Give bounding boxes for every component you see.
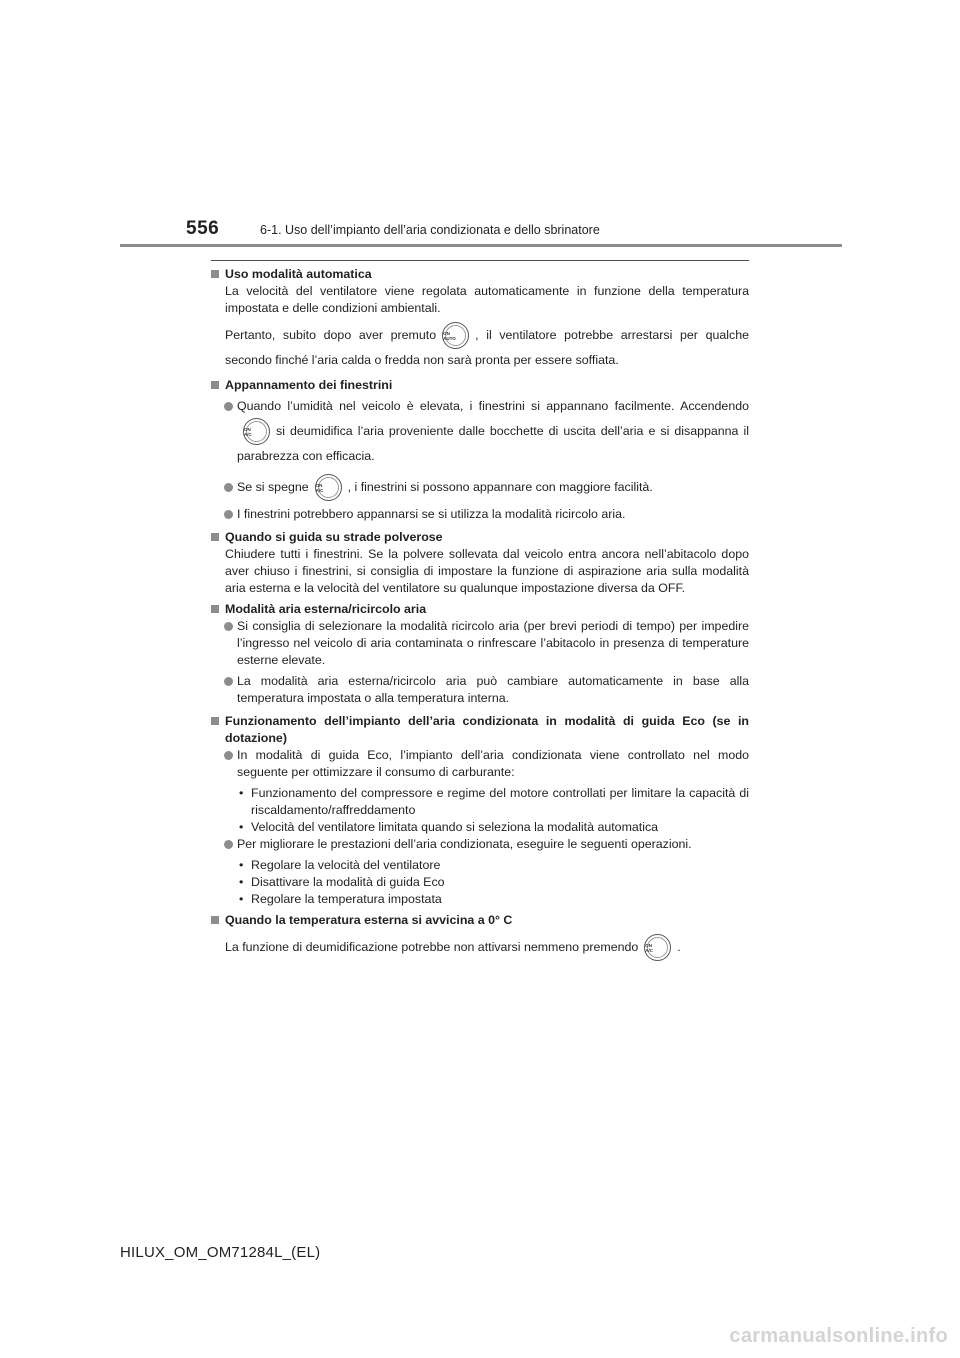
ac-button-icon: [243, 418, 270, 445]
bullet-item: [211, 836, 749, 853]
section-heading: [211, 713, 749, 747]
heading-text: Funzionamento dell’impianto dell’aria condizionata in modalità di guida Eco (se in dotazione): [225, 714, 749, 745]
text: Se si spegne: [237, 480, 309, 494]
section-heading: [211, 377, 749, 394]
icon-label: ON: [645, 943, 653, 949]
heading-text: Modalità aria esterna/ricircolo aria: [225, 602, 427, 616]
icon-label: ON: [443, 331, 450, 337]
icon-label: AUTO: [443, 336, 456, 342]
header-rule: [120, 244, 842, 247]
heading-text: Appannamento dei finestrini: [225, 378, 393, 392]
heading-text: Quando la temperatura esterna si avvicina a 0° C: [225, 913, 513, 927]
sub-list-item: [211, 819, 749, 836]
text: Quando l’umidità nel veicolo è elevata, i finestrini si appannano facilmente. Accendendo: [237, 399, 749, 413]
square-bullet-icon: [211, 605, 219, 613]
text: Pertanto, subito dopo aver premuto: [225, 328, 437, 342]
text: I finestrini potrebbero appannarsi se si utilizza la modalità ricircolo aria.: [237, 507, 626, 521]
circle-bullet-icon: [224, 622, 233, 631]
section-rule: [211, 260, 749, 261]
text: Regolare la temperatura impostata: [251, 892, 442, 906]
text: La funzione di deumidificazione potrebbe non attivarsi nemmeno premendo: [225, 940, 639, 954]
text: .: [677, 940, 681, 954]
heading-text: Uso modalità automatica: [225, 267, 372, 281]
text: si deumidifica l’aria proveniente dalle bocchette di uscita dell’aria e si disappanna il parabrezza con efficacia.: [237, 424, 749, 463]
bullet-item: [211, 747, 749, 781]
bullet-item: [211, 475, 749, 500]
bullet-item: [211, 394, 749, 469]
icon-label: A/C: [645, 948, 654, 954]
text: Disattivare la modalità di guida Eco: [251, 875, 445, 889]
text: Regolare la velocità del ventilatore: [251, 858, 441, 872]
section-heading: [211, 266, 749, 283]
heading-text: Quando si guida su strade polverose: [225, 530, 443, 544]
icon-label: ON: [315, 483, 323, 489]
text: Velocità del ventilatore limitata quando si seleziona la modalità automatica: [251, 820, 659, 834]
section-heading: [211, 601, 749, 618]
circle-bullet-icon: [224, 402, 233, 411]
paragraph: [211, 323, 749, 373]
paragraph: Chiudere tutti i finestrini. Se la polvere sollevata dal veicolo entra ancora nell’abitacolo dopo aver chiuso i finestrini, si consiglia di impostare la funzione di aspirazione aria sulla modalità aria esterna e la velocità del ventilatore su qualunque impostazione diversa da OFF.: [225, 547, 749, 595]
text: Si consiglia di selezionare la modalità ricircolo aria (per brevi periodi di tempo) per impedire l’ingresso nel veicolo di aria contaminata o rinfrescare l’abitacolo in presenza di temperature esterne elevate.: [237, 619, 749, 667]
watermark: carmanualsonline.info: [729, 1325, 948, 1347]
circle-bullet-icon: [224, 483, 233, 492]
dot-bullet-icon: •: [239, 786, 244, 800]
circle-bullet-icon: [224, 751, 233, 760]
square-bullet-icon: [211, 916, 219, 924]
text: La modalità aria esterna/ricircolo aria può cambiare automaticamente in base alla temperatura impostata o alla temperatura interna.: [237, 674, 749, 705]
circle-bullet-icon: [224, 510, 233, 519]
square-bullet-icon: [211, 533, 219, 541]
bullet-item: [211, 618, 749, 669]
text: Funzionamento del compressore e regime del motore controllati per limitare la capacità di riscaldamento/raffreddamento: [251, 786, 749, 817]
bullet-item: [211, 506, 749, 523]
document-code: HILUX_OM_OM71284L_(EL): [120, 1244, 321, 1261]
text: , il ventilatore potrebbe arrestarsi per qualche secondo finché l’aria calda o fredda non sarà pronta per essere soffiata.: [225, 328, 749, 367]
icon-label: A/C: [315, 488, 324, 494]
section-heading: [211, 529, 749, 546]
content-body: [211, 266, 749, 960]
circle-bullet-icon: [224, 677, 233, 686]
sub-list-item: [211, 785, 749, 819]
dot-bullet-icon: •: [239, 820, 244, 834]
paragraph: [211, 935, 749, 960]
sub-list-item: [211, 874, 749, 891]
square-bullet-icon: [211, 381, 219, 389]
paragraph: La velocità del ventilatore viene regolata automaticamente in funzione della temperatura impostata e delle condizioni ambientali.: [225, 284, 749, 315]
icon-label: A/C: [244, 432, 252, 438]
page-number: 556: [186, 218, 220, 239]
text: In modalità di guida Eco, l’impianto dell’aria condizionata viene controllato nel modo seguente per ottimizzare il consumo di carburante:: [237, 748, 749, 779]
square-bullet-icon: [211, 717, 219, 725]
section-heading: [211, 912, 749, 929]
circle-bullet-icon: [224, 840, 233, 849]
dot-bullet-icon: •: [239, 892, 244, 906]
text: , i finestrini si possono appannare con maggiore facilità.: [347, 480, 653, 494]
sub-list-item: [211, 857, 749, 874]
dot-bullet-icon: •: [239, 858, 244, 872]
icon-label: ON: [244, 427, 251, 433]
dot-bullet-icon: •: [239, 875, 244, 889]
bullet-item: [211, 673, 749, 707]
auto-button-icon: [442, 322, 469, 349]
sub-list-item: [211, 891, 749, 908]
ac-button-icon: [315, 474, 342, 501]
running-header: 6-1. Uso dell’impianto dell’aria condizionata e dello sbrinatore: [260, 223, 600, 237]
ac-button-icon: [644, 934, 671, 961]
text: Per migliorare le prestazioni dell’aria condizionata, eseguire le seguenti operazioni.: [237, 837, 692, 851]
square-bullet-icon: [211, 270, 219, 278]
